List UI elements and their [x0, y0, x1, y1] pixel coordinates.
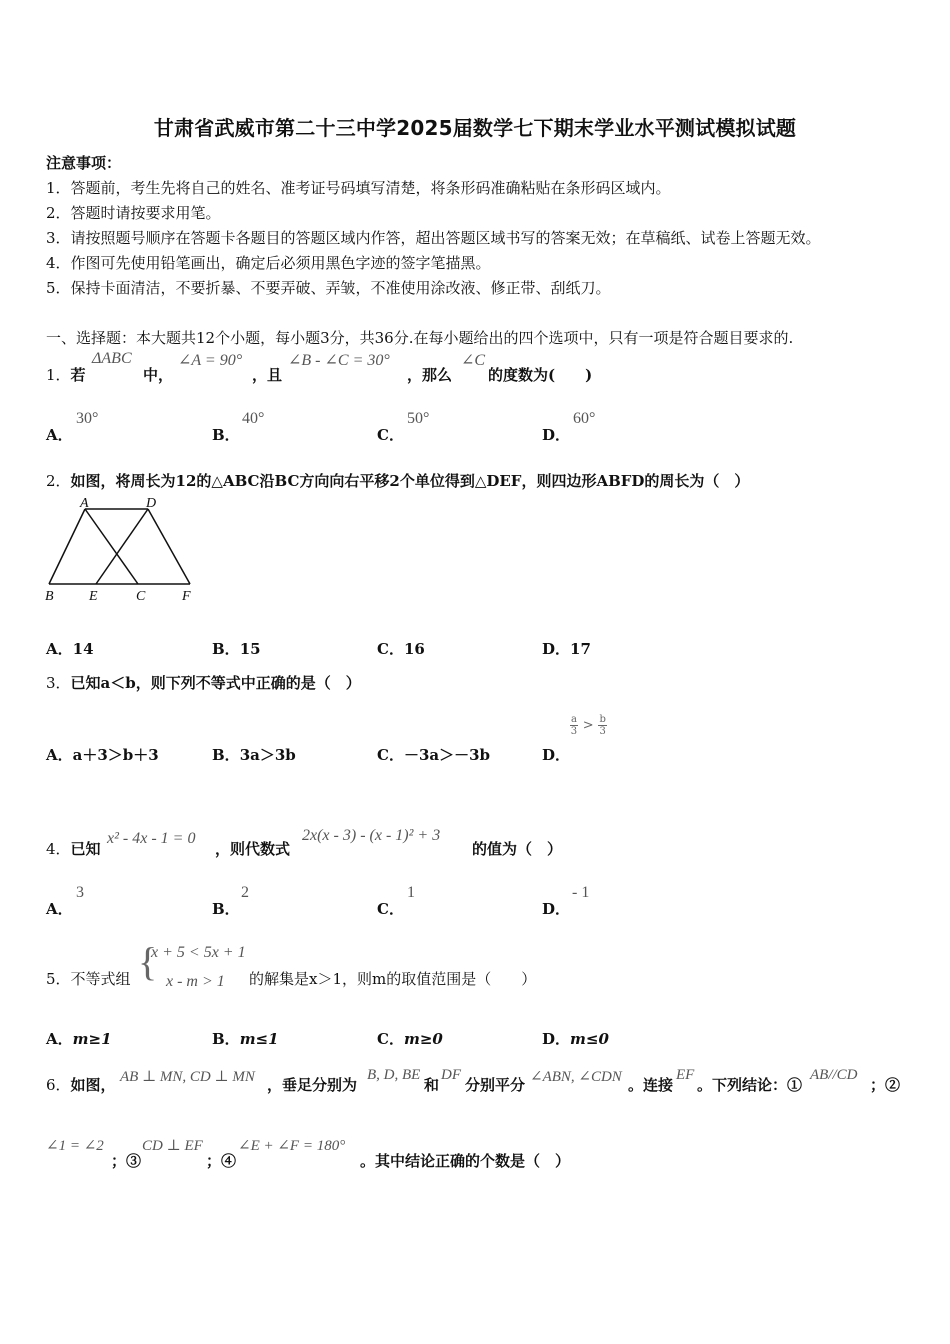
question-5 — [46, 968, 131, 989]
q5-text: 不等式组 — [70, 970, 131, 988]
label-c: C — [136, 589, 146, 604]
q3-option-d-math — [570, 714, 607, 737]
q3-option-b: B．3a＞3b — [212, 746, 296, 764]
greater-than: > — [582, 718, 594, 733]
q1-text: 中， — [143, 366, 174, 384]
fraction-b-over-3: $\frac{b}{3}$ — [599, 714, 606, 737]
q1-option-c-label: C． — [377, 426, 404, 444]
q6-math-perpendicular: AB ⊥ MN, CD ⊥ MN — [120, 1069, 255, 1085]
q4-option-b: 2 — [241, 884, 249, 901]
q5-inequality-1: x + 5 < 5x + 1 — [151, 944, 246, 961]
segment-ac — [85, 509, 138, 584]
label-d: D — [146, 496, 157, 511]
q6-math-points: B, D, BE — [367, 1067, 421, 1083]
q1-option-c: 50° — [407, 410, 430, 427]
notice-item: 5．保持卡面清洁，不要折暴、不要弄破、弄皱，不准使用涂改液、修正带、刮纸刀。 — [46, 279, 611, 297]
q1-math-angle-a: ∠A = 90° — [178, 352, 243, 369]
left-brace-icon: { — [138, 939, 158, 984]
q1-math-triangle: ΔABC — [92, 350, 132, 367]
q6-math-cd-perp-ef: CD ⊥ EF — [142, 1138, 203, 1154]
notice-item: 4．作图可先使用铅笔画出，确定后必须用黑色字迹的签字笔描黑。 — [46, 254, 491, 272]
q6-text: ；③ — [111, 1152, 142, 1170]
q4-text: 已知 — [70, 840, 101, 858]
label-b: B — [45, 589, 54, 604]
q5-option-a: A．m≥1 — [46, 1030, 112, 1048]
q5-text: 的解集是x＞1，则m的取值范围是（ ） — [249, 970, 537, 988]
label-e: E — [89, 589, 98, 604]
q4-text: 的值为（ ） — [472, 840, 563, 858]
q2-option-a: A．14 — [46, 640, 94, 658]
section-heading: 一、选择题：本大题共12个小题，每小题3分，共36分.在每小题给出的四个选项中，只有一项是符合题目要求的. — [46, 329, 794, 347]
q4-option-a: 3 — [76, 884, 84, 901]
q6-math-angles: ∠ABN, ∠CDN — [530, 1069, 622, 1085]
question-3 — [46, 672, 361, 693]
q5-option-c: C．m≥0 — [377, 1030, 443, 1048]
q2-option-d: D．17 — [542, 640, 591, 658]
q1-text: 若 — [70, 366, 86, 384]
q1-option-a-label: A． — [46, 426, 73, 444]
q2-option-b: B．15 — [212, 640, 261, 658]
q2-figure — [42, 496, 202, 606]
q2-text: 如图，将周长为12的△ABC沿BC方向向右平移2个单位得到△DEF，则四边形ABFD的周长为（ ） — [70, 472, 750, 490]
notice-heading: 注意事项： — [46, 154, 122, 172]
q6-text: 如图， — [70, 1076, 116, 1094]
q6-math-parallel: AB//CD — [810, 1067, 858, 1083]
label-f: F — [182, 589, 191, 604]
q6-text: 和 — [424, 1076, 440, 1094]
segment-df — [148, 509, 190, 584]
q1-text: ，且 — [252, 366, 283, 384]
q6-text: ，垂足分别为 — [267, 1076, 358, 1094]
q6-math-angle-equal: ∠1 = ∠2 — [46, 1138, 104, 1154]
q4-math-expression: 2x(x - 3) - (x - 1)² + 3 — [302, 827, 441, 844]
q6-text: 。连接 — [628, 1076, 674, 1094]
q4-option-d-label: D． — [542, 900, 571, 918]
question-6 — [46, 1074, 116, 1095]
q1-option-d-label: D． — [542, 426, 571, 444]
q1-option-d: 60° — [573, 410, 596, 427]
q5-option-d: D．m≤0 — [542, 1030, 609, 1048]
q6-math-ef: EF — [676, 1067, 695, 1083]
question-number: 4． — [46, 840, 71, 858]
segment-ab — [49, 509, 85, 584]
q6-text: ；④ — [206, 1152, 237, 1170]
q1-text: 的度数为( ) — [488, 366, 593, 384]
question-1 — [46, 364, 86, 385]
q5-inequality-2: x - m > 1 — [166, 973, 225, 990]
question-number: 6． — [46, 1076, 71, 1094]
q4-option-b-label: B． — [212, 900, 240, 918]
q1-math-angle-diff: ∠B - ∠C = 30° — [288, 352, 390, 369]
question-number: 2． — [46, 472, 71, 490]
q3-option-a: A．a＋3＞b＋3 — [46, 746, 159, 764]
q4-math-equation: x² - 4x - 1 = 0 — [107, 830, 196, 847]
question-4 — [46, 838, 101, 859]
q1-option-a: 30° — [76, 410, 99, 427]
notice-item: 1．答题前，考生先将自己的姓名、准考证号码填写清楚，将条形码准确粘贴在条形码区域内。 — [46, 179, 671, 197]
q6-text: 。下列结论：① — [697, 1076, 803, 1094]
segment-de — [96, 509, 148, 584]
question-number: 3． — [46, 674, 71, 692]
notice-item: 3．请按照题号顺序在答题卡各题目的答题区域内作答，超出答题区域书写的答案无效；在草稿纸、试卷上答题无效。 — [46, 229, 821, 247]
q4-option-c: 1 — [407, 884, 415, 901]
q6-math-angle-sum: ∠E + ∠F = 180° — [238, 1138, 346, 1154]
q3-option-d-label: D． — [542, 746, 571, 764]
page-title: 甘肃省武威市第二十三中学2025届数学七下期末学业水平测试模拟试题 — [153, 116, 797, 140]
notice-item: 2．答题时请按要求用笔。 — [46, 204, 221, 222]
q4-text: ，则代数式 — [215, 840, 291, 858]
q4-option-c-label: C． — [377, 900, 404, 918]
question-2 — [46, 470, 749, 491]
q4-option-d: - 1 — [572, 884, 590, 901]
q3-option-c: C．－3a＞－3b — [377, 746, 491, 764]
q1-option-b: 40° — [242, 410, 265, 427]
q6-text: 分别平分 — [465, 1076, 526, 1094]
label-a: A — [80, 496, 89, 511]
q6-text: 。其中结论正确的个数是（ ） — [360, 1152, 571, 1170]
q1-option-b-label: B． — [212, 426, 240, 444]
fraction-a-over-3: $\frac{a}{3}$ — [570, 714, 578, 737]
question-number: 5． — [46, 970, 71, 988]
question-number: 1． — [46, 366, 71, 384]
q3-text: 已知a＜b，则下列不等式中正确的是（ ） — [70, 674, 361, 692]
q4-option-a-label: A． — [46, 900, 73, 918]
q1-math-angle-c: ∠C — [461, 352, 486, 369]
q6-math-df: DF — [441, 1067, 461, 1083]
q6-text: ；② — [870, 1076, 901, 1094]
q1-text: ，那么 — [407, 366, 453, 384]
q2-option-c: C．16 — [377, 640, 425, 658]
q5-option-b: B．m≤1 — [212, 1030, 279, 1048]
